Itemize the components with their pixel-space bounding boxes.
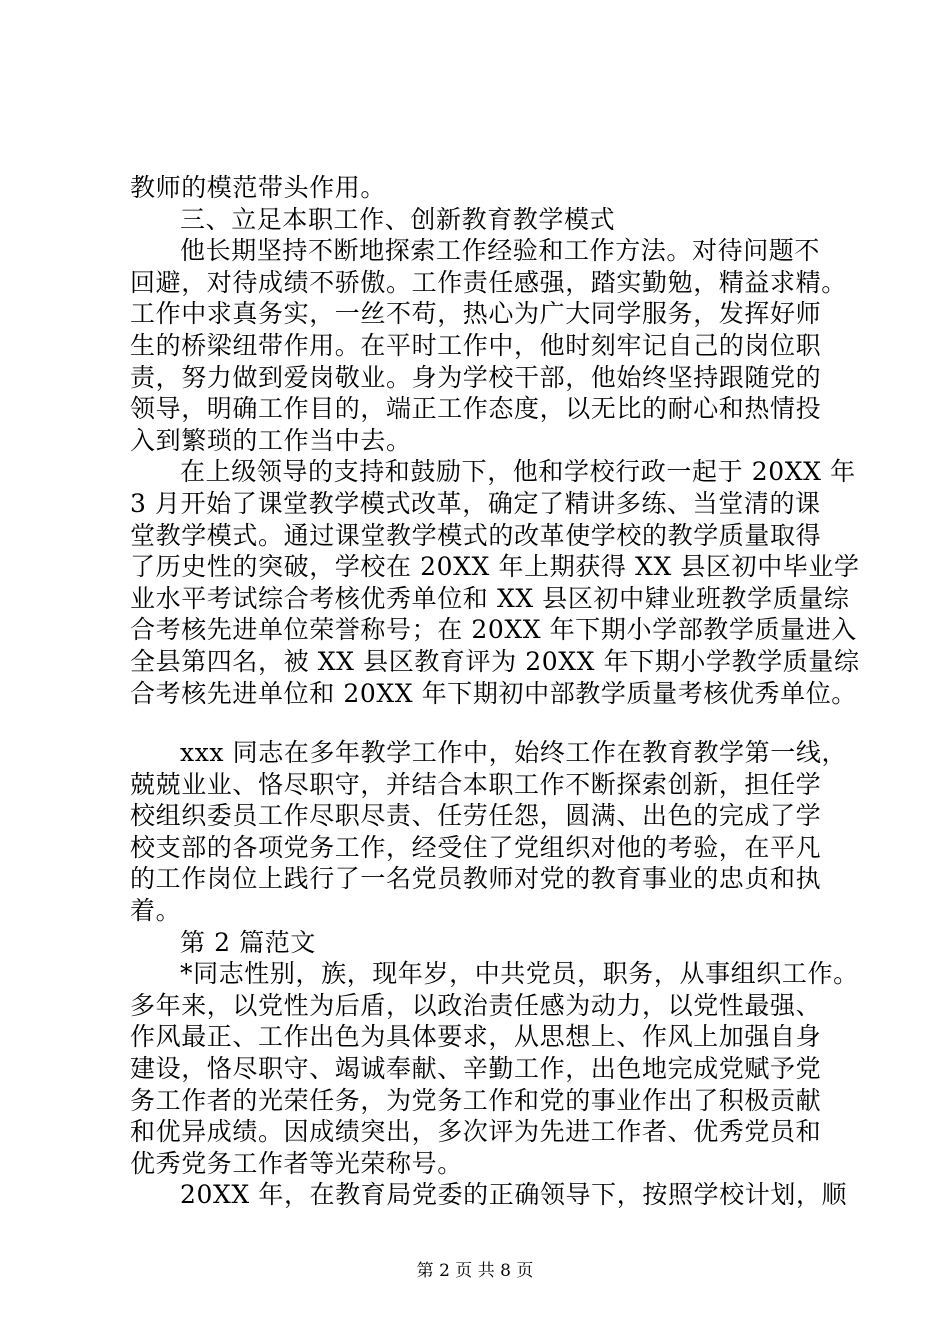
text-line: 建设，恪尽职守、竭诚奉献、辛勤工作，出色地完成党赋予党 xyxy=(130,1054,822,1084)
text-line: 作风最正、工作出色为具体要求，从思想上、作风上加强自身 xyxy=(130,1022,822,1052)
section-heading xyxy=(130,927,830,959)
text-line: 兢兢业业、恪尽职守，并结合本职工作不断探索创新，担任学 xyxy=(130,769,822,799)
text-line: 工作中求真务实，一丝不苟，热心为广大同学服务，发挥好师 xyxy=(130,299,822,329)
page-number-label: 第 2 页 共 8 页 xyxy=(416,1261,534,1281)
text-line: 校支部的各项党务工作，经受住了党组织对他的考验，在平凡 xyxy=(130,832,822,862)
text-line: 在上级领导的支持和鼓励下，他和学校行政一起于 20XX 年 xyxy=(180,457,856,487)
text-line: 第 2 篇范文 xyxy=(180,927,316,957)
paragraph-gap xyxy=(130,709,830,737)
text-line: 回避，对待成绩不骄傲。工作责任感强，踏实勤勉，精益求精。 xyxy=(130,267,847,297)
text-line: 了历史性的突破，学校在 20XX 年上期获得 XX 县区初中毕业学 xyxy=(130,552,860,582)
text-line: *同志性别，族，现年岁，中共党员，职务，从事组织工作。 xyxy=(180,959,859,989)
text-line: 业水平考试综合考核优秀单位和 XX 县区初中肄业班教学质量综 xyxy=(130,583,850,613)
text-line: 20XX 年，在教育局党委的正确领导下，按照学校计划，顺 xyxy=(180,1180,848,1210)
text-line: 多年来，以党性为后盾，以政治责任感为动力，以党性最强、 xyxy=(130,990,822,1020)
text-line: 校组织委员工作尽职尽责、任劳任怨，圆满、出色的完成了学 xyxy=(130,801,822,831)
text-line: 合考核先进单位荣誉称号；在 20XX 年下期小学部教学质量进入 xyxy=(130,615,857,645)
paragraph xyxy=(130,456,860,709)
text-line: 全县第四名，被 XX 县区教育评为 20XX 年下期小学教学质量综 xyxy=(130,646,860,676)
paragraph xyxy=(130,172,830,204)
text-line: 务工作者的光荣任务，为党务工作和党的事业作出了积极贡献 xyxy=(130,1085,822,1115)
paragraph xyxy=(130,235,847,456)
text-line: 他长期坚持不断地探索工作经验和工作方法。对待问题不 xyxy=(180,236,821,266)
text-line: 堂教学模式。通过课堂教学模式的改革使学校的教学质量取得 xyxy=(130,520,822,550)
text-line: 三、立足本职工作、创新教育教学模式 xyxy=(180,204,616,234)
text-line: 领导，明确工作目的，端正工作态度，以无比的耐心和热情投 xyxy=(130,394,822,424)
paragraph xyxy=(130,1179,848,1211)
text-line: xxx 同志在多年教学工作中，始终工作在教育教学第一线， xyxy=(180,738,848,768)
text-line: 着。 xyxy=(130,896,182,926)
text-line: 的工作岗位上践行了一名党员教师对党的教育事业的忠贞和执 xyxy=(130,864,822,894)
text-line: 和优异成绩。因成绩突出，多次评为先进工作者、优秀党员和 xyxy=(130,1117,822,1147)
text-line: 责，努力做到爱岗敬业。身为学校干部，他始终坚持跟随党的 xyxy=(130,362,822,392)
text-line: 教师的模范带头作用。 xyxy=(130,173,387,202)
text-line: 合考核先进单位和 20XX 年下期初中部教学质量考核优秀单位。 xyxy=(130,678,857,708)
section-heading xyxy=(130,204,830,236)
paragraph xyxy=(130,737,848,927)
page-footer xyxy=(0,1256,950,1281)
document-body xyxy=(130,172,860,1211)
text-line: 入到繁琐的工作当中去。 xyxy=(130,425,412,455)
text-line: 优秀党务工作者等光荣称号。 xyxy=(130,1148,463,1178)
text-line: 生的桥梁纽带作用。在平时工作中，他时刻牢记自己的岗位职 xyxy=(130,330,822,360)
paragraph xyxy=(130,958,859,1179)
text-line: 3 月开始了课堂教学模式改革，确定了精讲多练、当堂清的课 xyxy=(130,488,821,518)
